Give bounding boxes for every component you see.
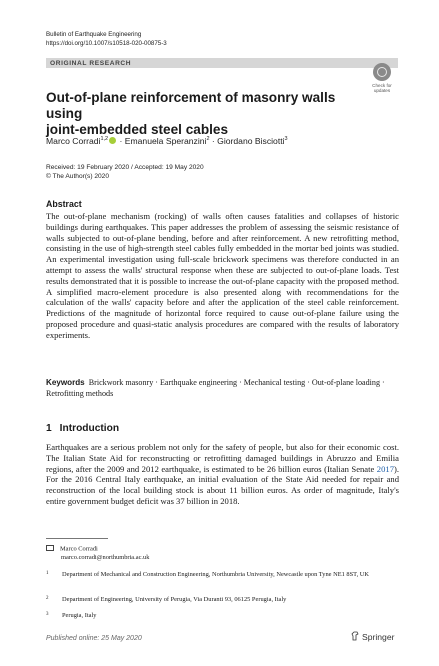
affiliation [46, 612, 399, 620]
keywords-text: Brickwork masonry · Earthquake engineering · Mechanical testing · Out-of-plane loading · Retrofitting methods [46, 378, 385, 398]
footnote-rule [46, 538, 108, 539]
check-for-updates-icon [373, 63, 391, 81]
keywords [46, 377, 399, 399]
publisher-mark [351, 631, 394, 642]
affiliation-text: Perugia, Italy [62, 612, 97, 619]
affiliation-number: 3 [46, 612, 49, 617]
check-updates-line2: updates [373, 88, 391, 93]
author-name[interactable]: Marco Corradi [46, 136, 101, 146]
check-updates-line1: Check for [372, 83, 392, 88]
publisher-name: Springer [362, 632, 395, 642]
author-affiliation-sup: 3 [284, 136, 288, 143]
paper-title [46, 90, 346, 138]
orcid-icon[interactable] [109, 137, 116, 144]
abstract-text: The out-of-plane mechanism (rocking) of walls often causes fatalities and collapses of historic buildings during earthquakes. This paper addresses the problem of assessing the seismic resistance of walls subjected to out-of-plane bending, before and after reinforcement. A new retrofitting method, consisting in the use of high-strength steel cables fully embedded in the mortar bed joints was studied. An experimental investigation using full-scale brickwork specimens was therefore conducted in an attempt to assess the walls' structural response when these are subjected to out-of-plane loads. Test results demonstrated that it is possible to increase the out-of-plane capacity with the proposed method. A simplified macro-element procedure is also presented along with recommendations for the calculation of the walls' capacity before and after the application of the steel cable reinforcement. Predictions of the magnitude of horizontal force required to cause out-of-plane failure using the proposed procedure and quasi-static analysis procedures are compared with the results of laboratory experiments. [46, 211, 399, 340]
abstract-heading: Abstract [46, 199, 82, 209]
author-name[interactable]: Emanuela Speranzini [124, 136, 207, 146]
title-line-2: joint-embedded steel cables [46, 122, 229, 137]
affiliation [46, 571, 399, 579]
author-name[interactable]: Giordano Bisciotti [217, 136, 285, 146]
journal-header [46, 31, 167, 48]
springer-horse-icon [351, 631, 359, 641]
copyright-notice: © The Author(s) 2020 [46, 173, 110, 180]
author-list: Marco Corradi$^{1,2}$ · Emanuela Speranzini$^2$ · Giordano Bisciotti$^3$ [46, 136, 288, 146]
affiliation-number: 1 [46, 571, 49, 576]
section-heading [46, 423, 119, 434]
intro-paragraph: Earthquakes are a serious problem not only for the safety of people, but also for their economic cost. The Italian State Aid for reconstructing or retrofitting damaged buildings in Abruzzo and Emilia regions, after the 2009 and 2012 earthquake, is estimated to be 26 billion euros (Italian Senate 2017). For the 2016 Central Italy earthquake, an initial evaluation of the State Aid needed for repair and reconstruction of the local building stock is about 11 billion euros. As order of magnitude, Italy's entire government budget deficit was 37 billion in 2018. [46, 442, 399, 506]
affiliation-text: Department of Engineering, University of Perugia, Via Duranti 93, 06125 Perugia, Italy [62, 596, 287, 603]
journal-name: Bulletin of Earthquake Engineering [46, 31, 142, 38]
citation-link[interactable]: 2017 [376, 463, 394, 474]
contact-email[interactable]: marco.corradi@northumbria.ac.uk [61, 553, 150, 561]
publication-note: Published online: 25 May 2020 [46, 635, 142, 642]
affiliation [46, 596, 399, 604]
keywords-label: Keywords [46, 378, 85, 387]
section-label: ORIGINAL RESEARCH [50, 59, 132, 67]
section-title: Introduction [59, 423, 120, 434]
title-line-1: Out-of-plane reinforcement of masonry walls using [46, 90, 336, 121]
corresponding-author [46, 545, 149, 562]
author-affiliation-sup: 1,2 [100, 136, 109, 143]
envelope-icon [46, 545, 54, 551]
received-accepted-dates: Received: 19 February 2020 / Accepted: 19 May 2020 [46, 164, 204, 171]
contact-name: Marco Corradi [60, 545, 98, 553]
article-dates [46, 163, 204, 181]
affiliation-number: 2 [46, 596, 49, 601]
author-affiliation-sup: 2 [206, 136, 210, 143]
journal-doi[interactable]: https://doi.org/10.1007/s10518-020-00875-3 [46, 39, 167, 47]
section-number: 1 [46, 423, 52, 434]
affiliation-text: Department of Mechanical and Construction Engineering, Northumbria University, Newcastle upon Tyne NE1 8ST, UK [62, 571, 369, 578]
check-for-updates-badge[interactable] [366, 63, 398, 97]
